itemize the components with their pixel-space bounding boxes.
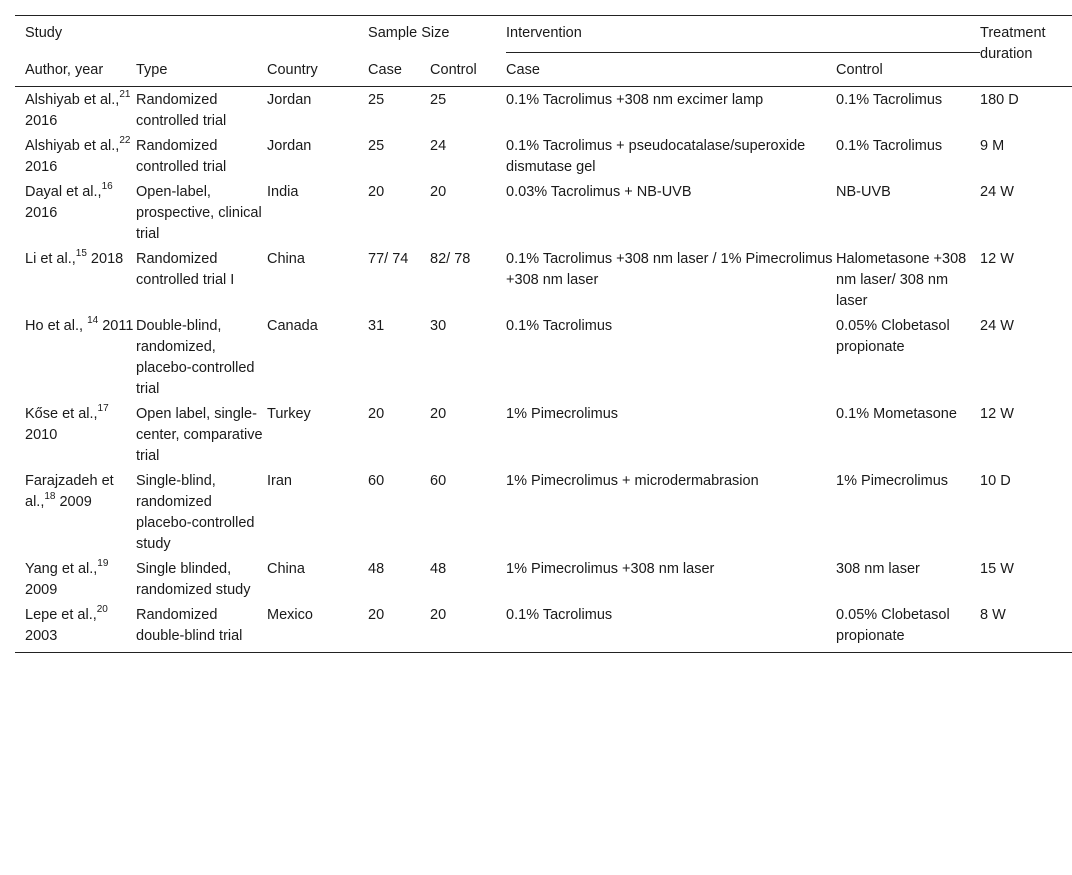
table-row [15,134,1072,180]
cell-author-year [15,557,136,603]
cell-case: 25 [368,138,385,154]
publication-year: 2010 [25,427,58,443]
cell-intervention-control: 0.1% Tacrolimus [836,92,943,108]
author-name: Li et al., [25,251,76,267]
publication-year: 2016 [25,113,58,129]
cell-intervention-control: 1% Pimecrolimus [836,473,949,489]
cell-duration: 15 W [980,561,1014,577]
cell-intervention-control: 308 nm laser [836,561,920,577]
cell-control: 82/ 78 [430,251,471,267]
cell-case: 25 [368,92,385,108]
cell-control: 20 [430,406,447,422]
cell-intervention-control: 0.05% Clobetasol propionate [836,318,950,355]
cell-control: 30 [430,318,447,334]
cell-country: Turkey [267,406,311,422]
publication-year: 2016 [25,159,58,175]
cell-type: Randomized controlled trial [136,138,227,175]
header-row-1 [15,16,1072,53]
reference-number: 18 [44,491,56,503]
table-row [15,87,1072,135]
cell-country: Iran [267,473,292,489]
cell-case: 77/ 74 [368,251,409,267]
header-author-year: Author, year [15,53,136,87]
table-row [15,469,1072,557]
study-table-container [15,15,1072,653]
cell-intervention-control: 0.05% Clobetasol propionate [836,603,980,653]
cell-country: China [267,251,305,267]
cell-case: 20 [368,406,385,422]
table-row [15,603,1072,653]
header-intervention-control: Control [836,53,980,87]
publication-year: 2009 [55,494,92,510]
author-name: Dayal et al., [25,184,102,200]
cell-intervention-control: Halometasone +308 nm laser/ 308 nm laser [836,251,967,309]
cell-duration: 12 W [980,406,1014,422]
author-name: Ho et al., [25,318,88,334]
header-case: Case [368,53,430,87]
cell-duration: 12 W [980,251,1014,267]
publication-year: 2018 [86,251,124,267]
header-type: Type [136,53,267,87]
header-sample-size: Sample Size [368,25,450,41]
cell-author-year [15,402,136,469]
cell-duration: 24 W [980,318,1014,334]
reference-number: 14 [87,315,99,327]
author-name: Farajzadeh et al., [25,473,114,510]
cell-control: 24 [430,138,447,154]
table-body [15,87,1072,653]
reference-number: 19 [97,558,109,570]
cell-intervention-case: 0.1% Tacrolimus [506,603,836,653]
table-row [15,247,1072,314]
study-table [15,15,1072,653]
header-intervention: Intervention [506,16,980,53]
cell-intervention-case: 0.1% Tacrolimus [506,318,613,334]
cell-control: 25 [430,92,447,108]
cell-author-year [15,314,136,402]
header-country: Country [267,53,368,87]
cell-duration: 10 D [980,473,1011,489]
cell-duration: 24 W [980,184,1014,200]
cell-intervention-case: 0.03% Tacrolimus + NB-UVB [506,184,692,200]
reference-number: 17 [97,403,109,415]
cell-country: India [267,184,299,200]
cell-type: Open label, single-center, comparative trial [136,406,263,464]
cell-intervention-control: 0.1% Tacrolimus [836,138,943,154]
cell-intervention-case: 1% Pimecrolimus [506,406,619,422]
reference-number: 22 [119,135,131,147]
cell-type: Single-blind, randomized placebo-controlled study [136,473,255,552]
cell-type: Randomized controlled trial [136,92,227,129]
cell-intervention-case: 1% Pimecrolimus +308 nm laser [506,561,715,577]
header-control: Control [430,53,506,87]
reference-number: 21 [119,89,131,101]
cell-type: Randomized double-blind trial [136,603,267,653]
cell-duration: 180 D [980,92,1019,108]
publication-year: 2009 [25,582,58,598]
cell-country: Canada [267,318,318,334]
header-treatment-duration: Treatment duration [980,16,1072,87]
cell-country: Jordan [267,138,312,154]
cell-intervention-case: 0.1% Tacrolimus + pseudocatalase/superoxide dismutase gel [506,138,806,175]
table-row [15,402,1072,469]
table-row [15,314,1072,402]
header-row-2 [15,53,1072,87]
cell-type: Double-blind, randomized, placebo-controlled trial [136,318,255,397]
cell-country: Mexico [267,603,368,653]
reference-number: 20 [96,604,108,616]
cell-author-year [15,603,136,653]
cell-control: 60 [430,473,447,489]
cell-control: 20 [430,184,447,200]
cell-type: Randomized controlled trial I [136,251,235,288]
cell-case: 48 [368,561,385,577]
cell-case: 20 [368,603,430,653]
cell-country: Jordan [267,92,312,108]
header-intervention-case: Case [506,53,836,87]
cell-type: Open-label, prospective, clinical trial [136,184,262,242]
publication-year: 2003 [25,628,58,644]
cell-country: China [267,561,305,577]
author-name: Alshiyab et al., [25,138,120,154]
header-study: Study [25,25,63,41]
table-row [15,557,1072,603]
table-row [15,180,1072,247]
cell-control: 20 [430,603,506,653]
cell-author-year [15,87,136,135]
reference-number: 15 [75,248,87,260]
cell-author-year [15,247,136,314]
author-name: Kőse et al., [25,406,98,422]
cell-duration: 8 W [980,603,1072,653]
reference-number: 16 [101,181,113,193]
cell-intervention-control: NB-UVB [836,184,891,200]
author-name: Alshiyab et al., [25,92,120,108]
author-name: Yang et al., [25,561,98,577]
cell-case: 60 [368,473,385,489]
cell-control: 48 [430,561,447,577]
cell-case: 31 [368,318,385,334]
publication-year: 2011 [98,318,134,334]
cell-duration: 9 M [980,138,1005,154]
cell-intervention-case: 0.1% Tacrolimus +308 nm excimer lamp [506,92,764,108]
author-name: Lepe et al., [25,607,97,623]
cell-intervention-control: 0.1% Mometasone [836,406,957,422]
cell-case: 20 [368,184,385,200]
cell-type: Single blinded, randomized study [136,561,251,598]
cell-intervention-case: 0.1% Tacrolimus +308 nm laser / 1% Pimecrolimus +308 nm laser [506,251,833,288]
publication-year: 2016 [25,205,58,221]
cell-author-year [15,469,136,557]
cell-author-year [15,134,136,180]
cell-intervention-case: 1% Pimecrolimus + microdermabrasion [506,473,759,489]
cell-author-year [15,180,136,247]
